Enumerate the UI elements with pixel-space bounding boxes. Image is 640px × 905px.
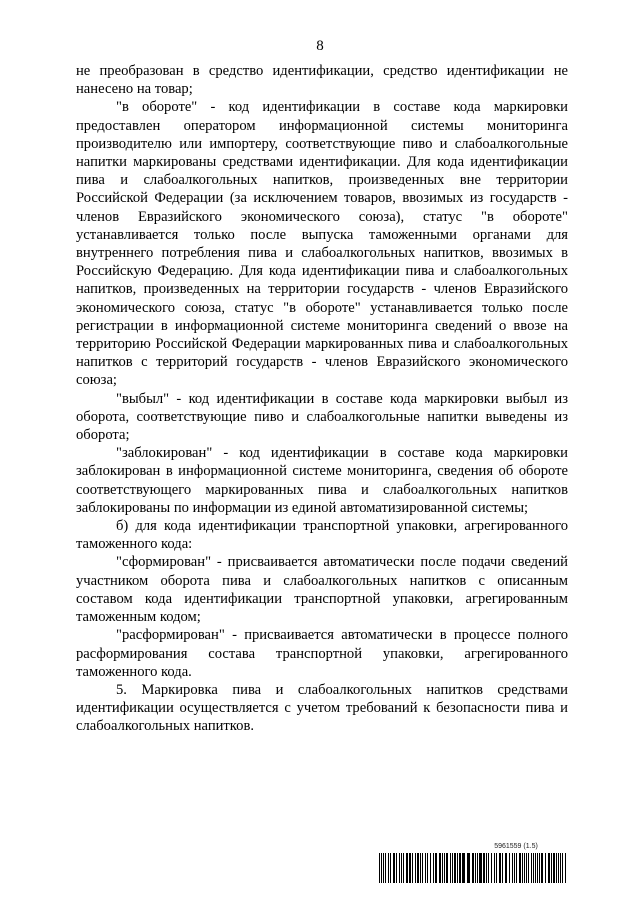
barcode-bar — [509, 853, 510, 883]
barcode-bar — [383, 853, 384, 883]
barcode-bar — [430, 853, 431, 883]
barcode-bar — [514, 853, 515, 883]
barcode-bar — [524, 853, 525, 883]
barcode-bar — [385, 853, 386, 883]
page-number: 8 — [316, 38, 324, 54]
barcode-bar — [409, 853, 411, 883]
barcode-bar — [562, 853, 563, 883]
paragraph: не преобразован в средство идентификации, средство идентификации не нанесено на товар; — [76, 63, 568, 98]
barcode-bar — [454, 853, 456, 883]
barcode-bar — [422, 853, 423, 883]
barcode-bar — [560, 853, 561, 883]
barcode-bar — [494, 853, 495, 883]
barcode-bar — [472, 853, 474, 883]
barcode-bar — [415, 853, 416, 883]
barcode-bar — [457, 853, 458, 883]
barcode-bar — [541, 853, 543, 883]
barcode-bar — [403, 853, 404, 883]
barcode-bar — [433, 853, 434, 883]
barcode-bar — [548, 853, 550, 883]
barcode-bar — [553, 853, 555, 883]
paragraph: "сформирован" - присваивается автоматически после подачи сведений участником оборота пива и слабоалкогольных напитков с описанным составом кода идентификации транспортной упаковки, агрегированным таможенным кодом; — [76, 554, 568, 626]
barcode-bar — [420, 853, 421, 883]
document-stamp: 5961559 (1.5) — [494, 843, 538, 850]
paragraph: 5. Маркировка пива и слабоалкогольных напитков средствами идентификации осуществляется с учетом требований к безопасности пива и слабоалкогольных напитков. — [76, 681, 568, 735]
barcode-bar — [522, 853, 523, 883]
barcode-bar — [439, 853, 441, 883]
paragraph: "в обороте" - код идентификации в составе кода маркировки предоставлен оператором информационной системы мониторинга производителю или импортеру, соответствующие пиво и слабоалкогольные напитки маркированы средствами идентификации. Для кода идентификации пива и слабоалкогольных напитков, произведенных вне территории Российской Федерации (за исключением товаров, ввозимых из государств - членов Евразийского экономического союза), статус "в обороте" устанавливается только после выпуска таможенными органами для внутреннего потребления пива и слабоалкогольных напитков, ввозимых в Российскую Федерацию. Для кода идентификации пива и слабоалкогольных напитков, произведенных на территории государств - членов Евразийского экономического союза, статус "в обороте" устанавливается только после регистрации в информационной системе мониторинга сведений о ввозе на территорию Российской Федерации маркированных пива и слабоалкогольных напитков с территорий государств - членов Евразийского экономического союза; — [76, 99, 568, 389]
barcode-bar — [396, 853, 397, 883]
barcode-bar — [379, 853, 380, 883]
paragraph: б) для кода идентификации транспортной упаковки, агрегированного таможенного кода: — [76, 518, 568, 553]
barcode-bar — [427, 853, 428, 883]
barcode-bar — [450, 853, 451, 883]
barcode-bar — [512, 853, 513, 883]
barcode-bar — [390, 853, 391, 883]
barcode-bar — [505, 853, 507, 883]
barcode-bar — [519, 853, 521, 883]
barcode-bar — [412, 853, 413, 883]
barcode-bar — [535, 853, 536, 883]
barcode-bar — [488, 853, 489, 883]
barcode-bar — [467, 853, 470, 883]
barcode-bar — [551, 853, 552, 883]
barcode-bar — [502, 853, 503, 883]
barcode-bar — [406, 853, 408, 883]
barcode-bar — [393, 853, 395, 883]
barcode-bar — [399, 853, 400, 883]
barcode-bar — [381, 853, 382, 883]
barcode-bar — [558, 853, 559, 883]
barcode-bar — [486, 853, 487, 883]
paragraph: "выбыл" - код идентификации в составе кода маркировки выбыл из оборота, соответствующие пиво и слабоалкогольные напитки выведены из оборота; — [76, 390, 568, 444]
barcode-bar — [444, 853, 445, 883]
barcode-bar — [499, 853, 501, 883]
barcode-bar — [435, 853, 437, 883]
barcode-bar — [388, 853, 389, 883]
barcode-bar — [446, 853, 448, 883]
barcode-bar — [425, 853, 426, 883]
document-body — [76, 62, 568, 736]
barcode-bar — [528, 853, 529, 883]
barcode-bar — [477, 853, 478, 883]
barcode-bar — [556, 853, 557, 883]
barcode-bar — [531, 853, 532, 883]
barcode-bar — [539, 853, 540, 883]
barcode-bar — [526, 853, 527, 883]
barcode-bar — [565, 853, 566, 883]
barcode-bar — [496, 853, 497, 883]
barcode-bar — [462, 853, 465, 883]
barcode-bar — [479, 853, 482, 883]
barcode-icon — [379, 853, 569, 883]
barcode-bar — [459, 853, 461, 883]
barcode-bar — [475, 853, 476, 883]
barcode-bar — [516, 853, 517, 883]
barcode-bar — [483, 853, 485, 883]
barcode-bar — [452, 853, 453, 883]
barcode-bar — [401, 853, 402, 883]
barcode-bar — [417, 853, 419, 883]
barcode-bar — [537, 853, 538, 883]
paragraph: "расформирован" - присваивается автоматически в процессе полного расформирования состава транспортной упаковки, агрегированного таможенного кода. — [76, 627, 568, 680]
barcode-bar — [533, 853, 534, 883]
barcode-bar — [545, 853, 546, 883]
barcode-bar — [442, 853, 443, 883]
paragraph: "заблокирован" - код идентификации в составе кода маркировки заблокирован в информационной системе мониторинга, сведения об обороте соответствующего маркированных пива и слабоалкогольных напитков заблокированы по информации из единой автоматизированной системы; — [76, 445, 568, 516]
barcode-bar — [491, 853, 492, 883]
